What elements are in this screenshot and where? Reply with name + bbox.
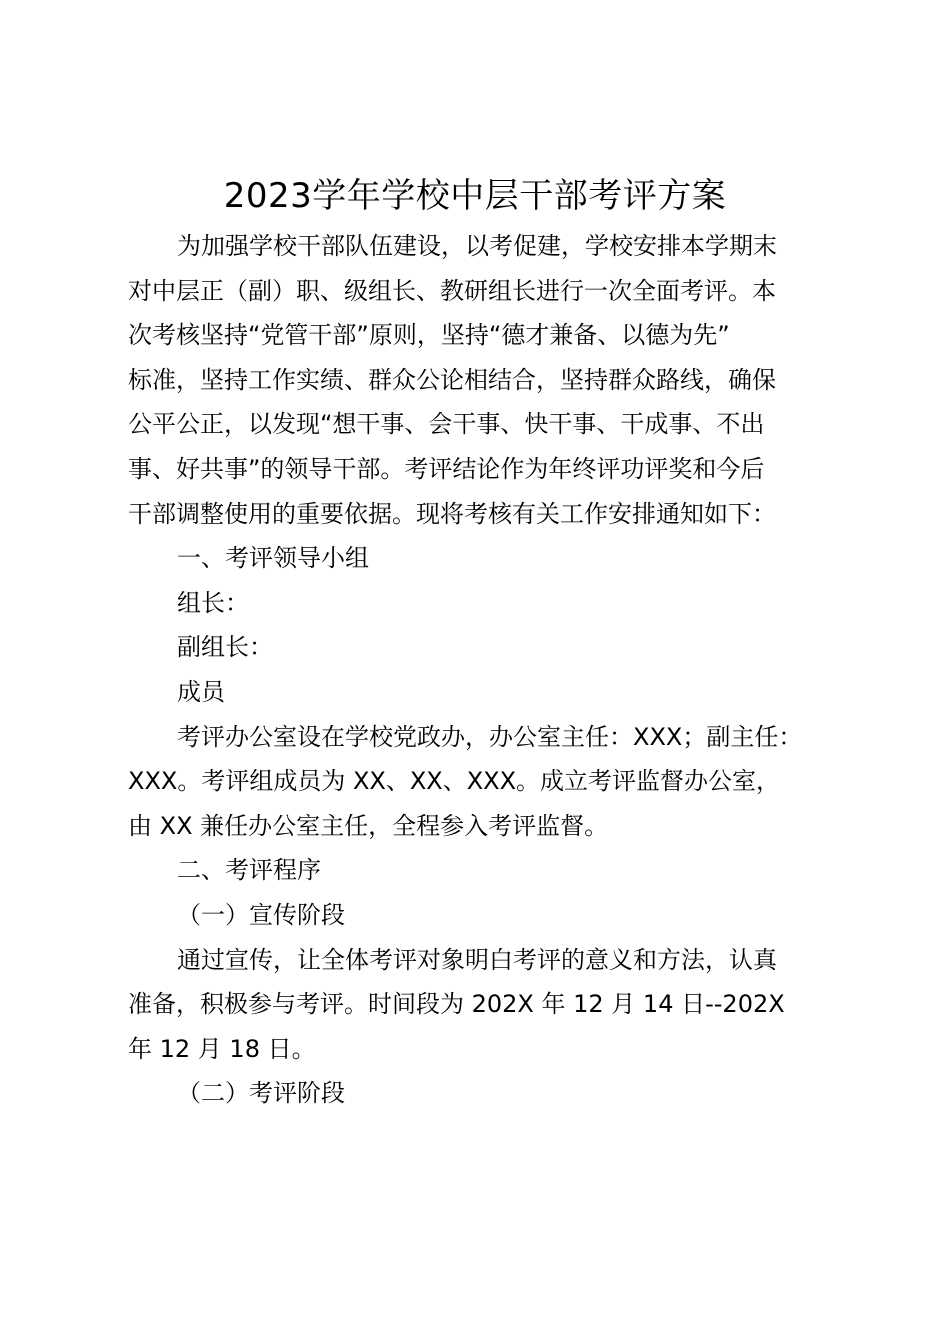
subsection-heading-evaluation: （二）考评阶段 bbox=[177, 1079, 345, 1108]
office-line: 由 XX 兼任办公室主任，全程参入考评监督。 bbox=[128, 811, 609, 840]
publicity-line: 通过宣传，让全体考评对象明白考评的意义和方法，认真 bbox=[177, 945, 777, 974]
section-heading-leadership-group: 一、考评领导小组 bbox=[177, 544, 369, 573]
office-line: XXX。考评组成员为 XX、XX、XXX。成立考评监督办公室， bbox=[128, 767, 781, 796]
office-line: 考评办公室设在学校党政办，办公室主任：XXX；副主任： bbox=[177, 722, 803, 751]
publicity-line: 准备，积极参与考评。时间段为 202X 年 12 月 14 日--202X bbox=[128, 990, 785, 1019]
intro-line: 对中层正（副）职、级组长、教研组长进行一次全面考评。本 bbox=[128, 276, 776, 305]
intro-line: 标准，坚持工作实绩、群众公论相结合，坚持群众路线，确保 bbox=[128, 365, 776, 394]
publicity-line: 年 12 月 18 日。 bbox=[128, 1034, 316, 1063]
intro-line: 为加强学校干部队伍建设，以考促建，学校安排本学期末 bbox=[177, 232, 777, 260]
intro-line: 干部调整使用的重要依据。现将考核有关工作安排通知如下： bbox=[128, 499, 776, 528]
members-label: 成员 bbox=[177, 677, 225, 706]
leader-label: 组长： bbox=[177, 588, 249, 617]
intro-line: 公平公正，以发现“想干事、会干事、快干事、干成事、不出 bbox=[128, 410, 765, 439]
document-body bbox=[128, 224, 848, 1116]
intro-paragraph bbox=[128, 224, 848, 536]
subsection-heading-publicity: （一）宣传阶段 bbox=[177, 900, 345, 929]
section-heading-procedure: 二、考评程序 bbox=[177, 856, 321, 885]
office-paragraph bbox=[128, 715, 848, 849]
deputy-leader-label: 副组长： bbox=[177, 633, 273, 662]
intro-line: 次考核坚持“党管干部”原则，坚持“德才兼备、以德为先” bbox=[128, 321, 730, 350]
intro-line: 事、好共事”的领导干部。考评结论作为年终评功评奖和今后 bbox=[128, 454, 765, 483]
publicity-paragraph bbox=[128, 938, 848, 1072]
document-title: 2023学年学校中层干部考评方案 bbox=[223, 176, 727, 216]
